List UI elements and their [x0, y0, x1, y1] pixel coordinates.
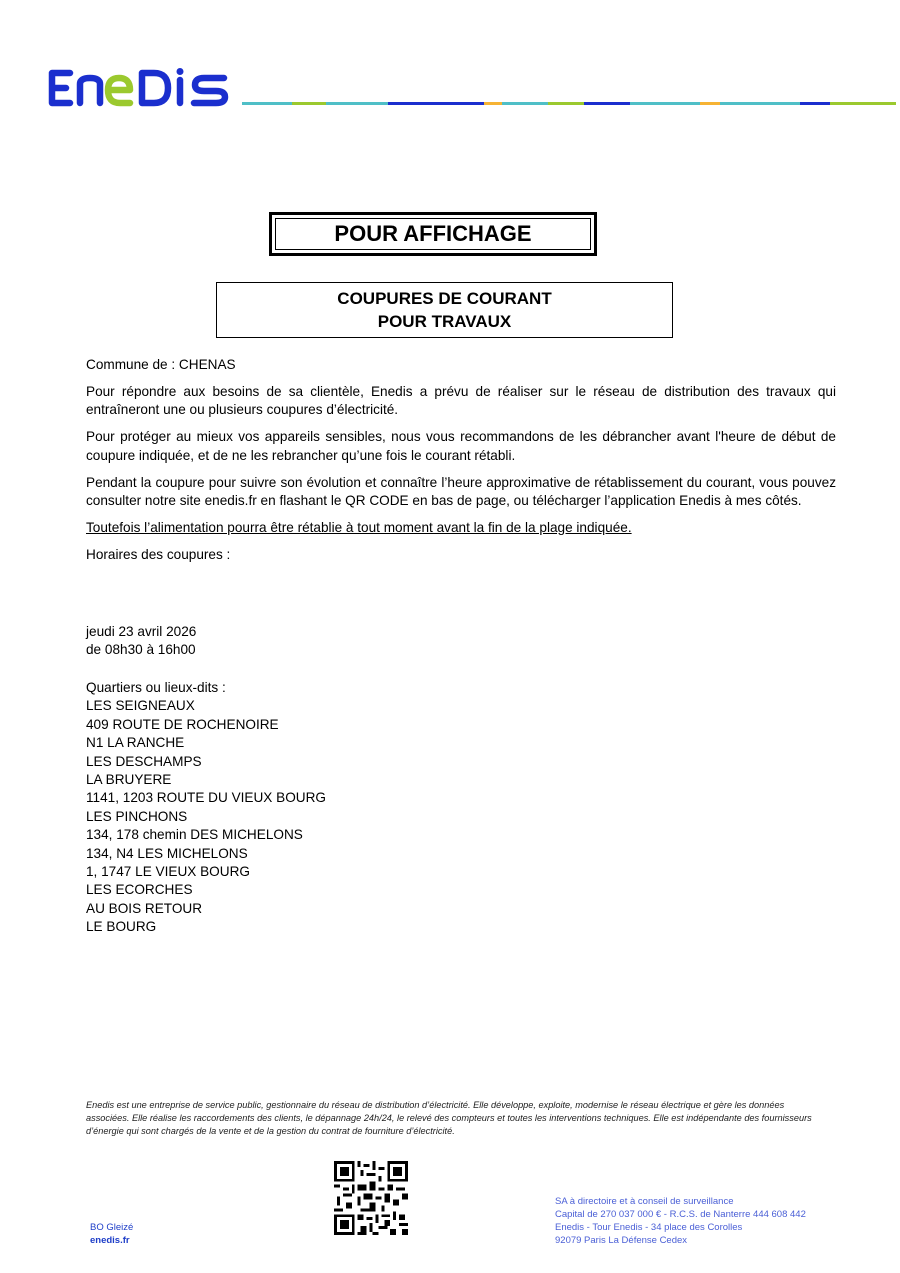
outage-date: jeudi 23 avril 2026 — [86, 624, 197, 639]
restore-notice: Toutefois l’alimentation pourra être rétablie à tout moment avant la fin de la plage indiquée. — [86, 519, 632, 535]
commune-line: Commune de : CHENAS — [86, 357, 236, 372]
legal-line-1: SA à directoire et à conseil de surveillance — [555, 1196, 734, 1207]
list-item: LES ECORCHES — [86, 882, 193, 898]
list-item: 409 ROUTE DE ROCHENOIRE — [86, 716, 279, 732]
list-item: 1141, 1203 ROUTE DU VIEUX BOURG — [86, 790, 326, 806]
subtitle-line-1: COUPURES DE COURANT — [337, 289, 552, 308]
places-label: Quartiers ou lieux-dits : — [86, 680, 226, 695]
legal-line-2: Capital de 270 037 000 € - R.C.S. de Nanterre 444 608 442 — [555, 1209, 806, 1220]
subtitle-box — [216, 282, 673, 338]
paragraph-intro: Pour répondre aux besoins de sa clientèle, Enedis a prévu de réaliser sur le réseau de distribution des travaux qui entraîneront une ou plusieurs coupures d’électricité. — [86, 383, 836, 418]
list-item: LA BRUYERE — [86, 772, 172, 788]
outage-schedule — [86, 623, 196, 660]
display-title-box — [269, 212, 597, 256]
footer-legal — [555, 1195, 806, 1247]
places-list — [86, 679, 326, 937]
outage-time: de 08h30 à 16h00 — [86, 642, 196, 658]
legal-line-4: 92079 Paris La Défense Cedex — [555, 1235, 688, 1246]
schedule-label: Horaires des coupures : — [86, 546, 231, 562]
list-item: LE BOURG — [86, 919, 157, 935]
enedis-logo — [44, 66, 234, 110]
page-title: POUR AFFICHAGE — [275, 218, 591, 250]
notice-body — [86, 356, 836, 573]
list-item: 134, N4 LES MICHELONS — [86, 845, 248, 861]
paragraph-follow: Pendant la coupure pour suivre son évolution et connaître l’heure approximative de rétablissement du courant, vous pouvez consulter notre site enedis.fr en flashant le QR CODE en bas de page, ou télécharger l’application Enedis à mes côtés. — [86, 474, 836, 508]
qr-code-icon[interactable] — [334, 1161, 408, 1235]
list-item: LES DESCHAMPS — [86, 753, 202, 769]
list-item: 134, 178 chemin DES MICHELONS — [86, 827, 303, 843]
list-item: AU BOIS RETOUR — [86, 900, 203, 916]
office-name: BO Gleizé — [90, 1222, 134, 1233]
legal-line-3: Enedis - Tour Enedis - 34 place des Corolles — [555, 1222, 743, 1233]
list-item: LES PINCHONS — [86, 808, 188, 824]
paragraph-protect: Pour protéger au mieux vos appareils sensibles, nous vous recommandons de les débrancher avant l'heure de début de coupure indiquée, et de ne les rebrancher qu’une fois le courant rétabli. — [86, 429, 836, 463]
brand-stripe — [242, 102, 896, 105]
list-item: LES SEIGNEAUX — [86, 698, 195, 714]
subtitle-line-2: POUR TRAVAUX — [377, 312, 512, 331]
website-link[interactable]: enedis.fr — [90, 1235, 130, 1246]
list-item: 1, 1747 LE VIEUX BOURG — [86, 864, 250, 880]
footer-disclaimer: Enedis est une entreprise de service public, gestionnaire du réseau de distribution d’électricité. Elle développe, exploite, modernise le réseau électrique et gère les données associées. Elle réalise les raccordements des clients, le dépannage 24h/24, le relevé des compteurs et toutes les interventions techniques. Elle est indépendante des fournisseurs d’énergie qui sont chargés de la vente et de la gestion du contrat de fourniture d’électricité. — [86, 1100, 812, 1137]
list-item: N1 LA RANCHE — [86, 735, 185, 751]
footer-office — [90, 1221, 133, 1247]
